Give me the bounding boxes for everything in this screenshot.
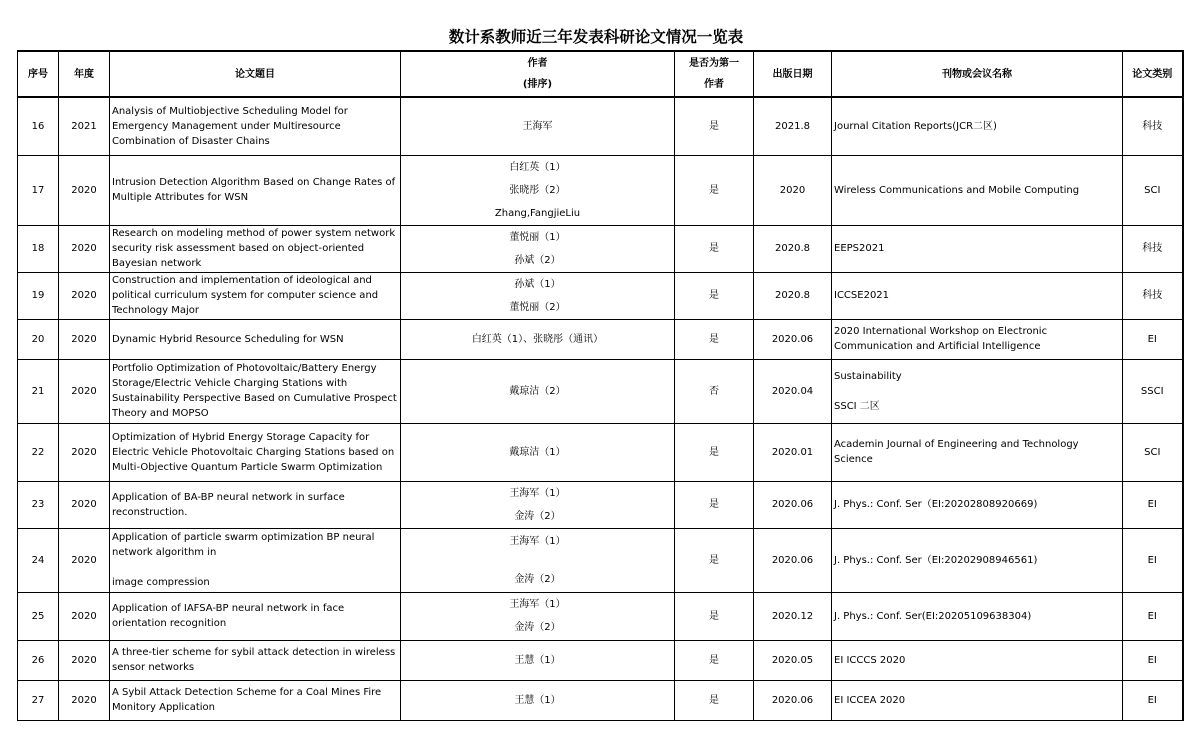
cell-category: SCI [1123, 423, 1183, 481]
header-pub-date: 出版日期 [754, 51, 832, 97]
line-gap [112, 560, 397, 575]
paper-title-line: A Sybil Attack Detection Scheme for a Coal Mines Fire [112, 687, 382, 698]
paper-title-line: Research on modeling method of power system network [112, 228, 396, 239]
page-title: 数计系教师近三年发表科研论文情况一览表 [448, 28, 744, 46]
venue-line: EI ICCEA 2020 [834, 694, 906, 706]
cell-authors [401, 155, 675, 225]
cell-no: 25 [18, 592, 59, 640]
cell-year: 2021 [59, 97, 110, 155]
author-line: 金涛（2） [514, 622, 561, 633]
header-authors [401, 51, 675, 97]
cell-pub-date: 2020.8 [754, 225, 832, 272]
paper-title-line: political curriculum system for computer science and [112, 290, 379, 301]
venue-line: Communication and Artificial Intelligence [834, 341, 1041, 352]
cell-category: 科技 [1123, 97, 1183, 155]
cell-paper-title [110, 359, 401, 423]
venue-line: EEPS2021 [834, 243, 885, 254]
header-paper-title: 论文题目 [110, 51, 401, 97]
venue-line: J. Phys.: Conf. Ser（EI:20202908946561) [834, 554, 1038, 566]
cell-paper-title [110, 423, 401, 481]
cell-year: 2020 [59, 225, 110, 272]
paper-title-line: Application of particle swarm optimization BP neural [112, 532, 375, 543]
cell-paper-title [110, 592, 401, 640]
paper-title-line: security risk assessment based on object-oriented [112, 243, 365, 254]
cell-venue [832, 272, 1123, 319]
cell-pub-date: 2020.05 [754, 640, 832, 680]
cell-year: 2020 [59, 319, 110, 359]
paper-title-line: Application of BA-BP neural network in surface [112, 491, 345, 503]
cell-category: 科技 [1123, 225, 1183, 272]
author-line: 王海军 [522, 120, 553, 132]
author-line: 金涛（2） [514, 573, 561, 585]
header-year: 年度 [59, 51, 110, 97]
cell-no: 16 [18, 97, 59, 155]
venue-line: 2020 International Workshop on Electronic [834, 326, 1048, 337]
table-body [18, 97, 1183, 720]
paper-title-line: reconstruction. [112, 506, 188, 518]
paper-title-line: Electric Vehicle Photovoltaic Charging Stations based on [112, 446, 395, 458]
author-line: 戴琼洁（1） [509, 446, 566, 458]
paper-title-line: Analysis of Multiobjective Scheduling Model for [112, 105, 348, 117]
cell-category: SSCI [1123, 359, 1183, 423]
paper-title-line: Construction and implementation of ideological and [112, 275, 372, 286]
cell-no: 18 [18, 225, 59, 272]
paper-title-line: Portfolio Optimization of Photovoltaic/Battery Energy [112, 363, 377, 374]
cell-paper-title [110, 481, 401, 528]
author-line: 金涛（2） [514, 510, 561, 522]
author-line: 戴琼洁（2） [509, 385, 566, 397]
cell-category: 科技 [1123, 272, 1183, 319]
cell-venue [832, 481, 1123, 528]
line-gap [404, 553, 671, 568]
cell-category: EI [1123, 640, 1183, 680]
paper-title-line: orientation recognition [112, 618, 227, 629]
cell-paper-title [110, 225, 401, 272]
cell-paper-title [110, 528, 401, 592]
cell-paper-title [110, 319, 401, 359]
author-line: Zhang,FangjieLiu [494, 207, 581, 219]
cell-first-author: 是 [675, 225, 754, 272]
author-line: 王海军（1） [509, 599, 566, 610]
cell-paper-title [110, 272, 401, 319]
cell-pub-date: 2020.06 [754, 319, 832, 359]
cell-category: EI [1123, 481, 1183, 528]
paper-title-line: sensor networks [112, 662, 195, 673]
cell-year: 2020 [59, 680, 110, 720]
cell-year: 2020 [59, 640, 110, 680]
cell-authors [401, 528, 675, 592]
table-row [18, 272, 1183, 319]
paper-title-line: image compression [112, 577, 210, 588]
paper-title-line: Storage/Electric Vehicle Charging Stations with [112, 378, 348, 389]
cell-authors [401, 272, 675, 319]
cell-authors [401, 592, 675, 640]
cell-venue [832, 319, 1123, 359]
author-line: 白红英（1）、张晓彤（通讯） [471, 333, 604, 345]
cell-first-author: 是 [675, 272, 754, 319]
author-line: 孙斌（1） [514, 278, 561, 290]
cell-pub-date: 2020.01 [754, 423, 832, 481]
paper-title-line: Sustainability Perspective Based on Cumulative Prospect [112, 393, 397, 404]
cell-category: EI [1123, 592, 1183, 640]
cell-no: 23 [18, 481, 59, 528]
cell-paper-title [110, 97, 401, 155]
cell-first-author: 是 [675, 97, 754, 155]
cell-first-author: 是 [675, 592, 754, 640]
paper-title-line: Intrusion Detection Algorithm Based on Change Rates of [112, 177, 396, 188]
author-line: 王慧（1） [514, 654, 561, 666]
venue-line: Academin Journal of Engineering and Technology [834, 439, 1079, 450]
venue-line: Sustainability [834, 370, 902, 382]
header-category: 论文类别 [1123, 51, 1183, 97]
cell-authors [401, 423, 675, 481]
cell-no: 24 [18, 528, 59, 592]
cell-paper-title [110, 640, 401, 680]
cell-pub-date: 2021.8 [754, 97, 832, 155]
cell-no: 27 [18, 680, 59, 720]
cell-no: 20 [18, 319, 59, 359]
cell-venue [832, 680, 1123, 720]
cell-authors [401, 640, 675, 680]
paper-title-line: Technology Major [112, 305, 199, 316]
cell-year: 2020 [59, 592, 110, 640]
header-row [18, 51, 1183, 97]
venue-line: Wireless Communications and Mobile Computing [834, 184, 1080, 196]
cell-year: 2020 [59, 481, 110, 528]
cell-venue [832, 359, 1123, 423]
paper-title-line: Emergency Management under Multiresource [112, 120, 341, 132]
cell-pub-date: 2020.8 [754, 272, 832, 319]
table-row [18, 97, 1183, 155]
cell-authors [401, 319, 675, 359]
cell-category: EI [1123, 680, 1183, 720]
cell-authors [401, 225, 675, 272]
table-row [18, 155, 1183, 225]
cell-venue [832, 592, 1123, 640]
cell-authors [401, 97, 675, 155]
paper-title-line: A three-tier scheme for sybil attack detection in wireless [112, 647, 396, 658]
cell-year: 2020 [59, 155, 110, 225]
cell-category: EI [1123, 528, 1183, 592]
cell-paper-title [110, 155, 401, 225]
author-line: 董悦丽（2） [509, 301, 566, 313]
table-row [18, 680, 1183, 720]
cell-first-author: 是 [675, 640, 754, 680]
cell-authors [401, 359, 675, 423]
cell-venue [832, 155, 1123, 225]
cell-no: 22 [18, 423, 59, 481]
venue-line: J. Phys.: Conf. Ser（EI:20202808920669) [834, 499, 1038, 510]
author-line: 王海军（1） [509, 535, 566, 547]
cell-category: EI [1123, 319, 1183, 359]
paper-title-line: Application of IAFSA-BP neural network in face [112, 603, 345, 614]
cell-year: 2020 [59, 423, 110, 481]
cell-year: 2020 [59, 272, 110, 319]
cell-venue [832, 97, 1123, 155]
cell-paper-title [110, 680, 401, 720]
cell-first-author: 是 [675, 680, 754, 720]
table-row [18, 528, 1183, 592]
header-first-author-line1: 是否为第一 [689, 58, 739, 69]
cell-venue [832, 640, 1123, 680]
paper-title-line: Multi-Objective Quantum Particle Swarm Optimization [112, 461, 383, 473]
cell-pub-date: 2020.06 [754, 481, 832, 528]
line-gap [834, 384, 1119, 399]
table-row [18, 319, 1183, 359]
venue-line: Science [834, 454, 873, 465]
cell-venue [832, 423, 1123, 481]
venue-line: ICCSE2021 [834, 290, 890, 301]
author-line: 王慧（1） [514, 694, 561, 706]
cell-pub-date: 2020.06 [754, 680, 832, 720]
cell-category: SCI [1123, 155, 1183, 225]
cell-pub-date: 2020.06 [754, 528, 832, 592]
papers-table [17, 50, 1184, 721]
header-authors-line1: 作者 [527, 58, 548, 69]
header-first-author [675, 51, 754, 97]
header-no: 序号 [18, 51, 59, 97]
cell-first-author: 是 [675, 423, 754, 481]
cell-no: 26 [18, 640, 59, 680]
header-venue: 刊物或会议名称 [832, 51, 1123, 97]
cell-no: 21 [18, 359, 59, 423]
cell-venue [832, 225, 1123, 272]
cell-first-author: 是 [675, 528, 754, 592]
header-authors-line2: (排序) [522, 79, 553, 90]
author-line: 张晓彤（2） [509, 184, 566, 196]
cell-first-author: 是 [675, 155, 754, 225]
cell-year: 2020 [59, 359, 110, 423]
cell-first-author: 是 [675, 481, 754, 528]
author-line: 白红英（1） [509, 161, 566, 173]
cell-no: 17 [18, 155, 59, 225]
author-line: 王海军（1） [509, 487, 566, 499]
cell-year: 2020 [59, 528, 110, 592]
cell-no: 19 [18, 272, 59, 319]
table-row [18, 225, 1183, 272]
cell-first-author: 是 [675, 319, 754, 359]
cell-authors [401, 680, 675, 720]
cell-pub-date: 2020.04 [754, 359, 832, 423]
cell-venue [832, 528, 1123, 592]
paper-title-line: Optimization of Hybrid Energy Storage Capacity for [112, 431, 370, 443]
cell-pub-date: 2020 [754, 155, 832, 225]
cell-pub-date: 2020.12 [754, 592, 832, 640]
cell-first-author: 否 [675, 359, 754, 423]
paper-title-line: Dynamic Hybrid Resource Scheduling for WSN [112, 333, 344, 345]
paper-title-line: Multiple Attributes for WSN [112, 192, 249, 203]
paper-title-line: Theory and MOPSO [112, 408, 209, 419]
table-row [18, 423, 1183, 481]
author-line: 董悦丽（1） [509, 231, 566, 243]
venue-line: SSCI 二区 [834, 400, 880, 412]
header-first-author-line2: 作者 [704, 79, 724, 90]
paper-title-line: network algorithm in [112, 547, 217, 558]
table-row [18, 359, 1183, 423]
cell-authors [401, 481, 675, 528]
table-row [18, 592, 1183, 640]
venue-line: J. Phys.: Conf. Ser(EI:20205109638304) [834, 610, 1032, 622]
paper-title-line: Monitory Application [112, 702, 215, 713]
paper-title-line: Bayesian network [112, 258, 202, 269]
venue-line: EI ICCCS 2020 [834, 654, 906, 666]
table-row [18, 640, 1183, 680]
author-line: 孙斌（2） [514, 254, 561, 266]
paper-title-line: Combination of Disaster Chains [112, 135, 270, 147]
venue-line: Journal Citation Reports(JCR二区) [834, 120, 997, 132]
table-row [18, 481, 1183, 528]
